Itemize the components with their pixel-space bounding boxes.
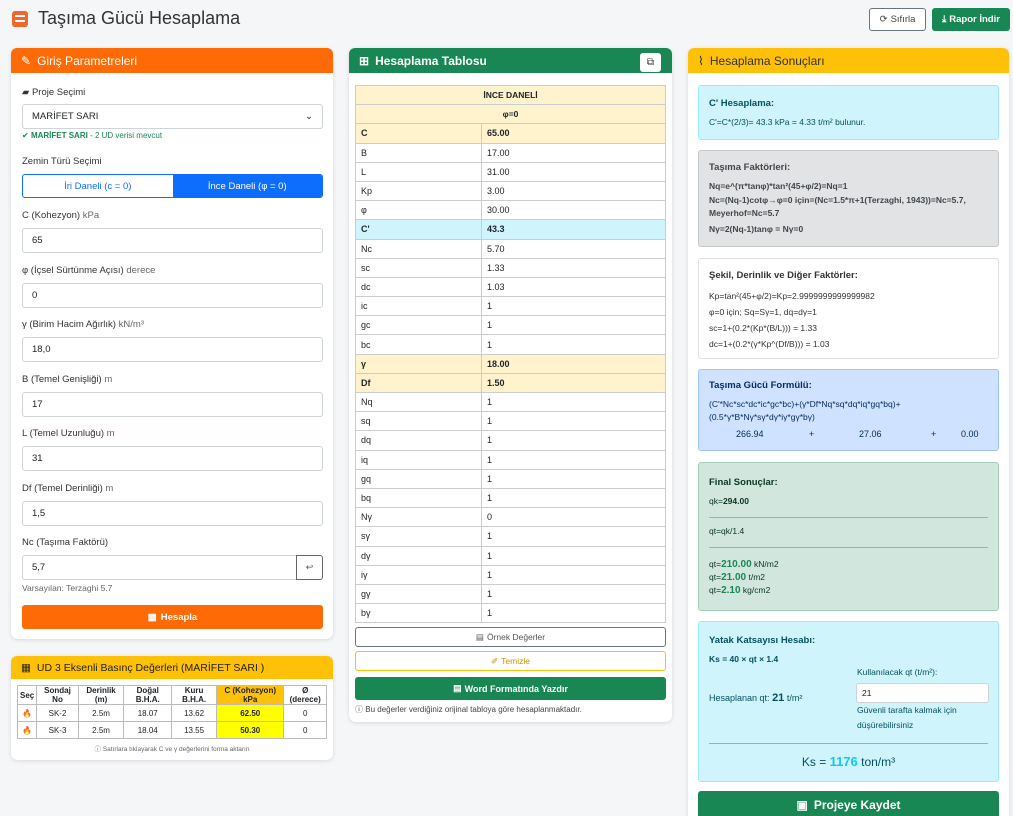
ud-card-header — [11, 656, 333, 679]
refresh-icon: ⟳ — [879, 14, 888, 25]
calc-key: sq — [356, 412, 482, 431]
project-select[interactable]: MARİFET SARI ⌄ — [22, 104, 323, 129]
final-results-box: Final Sonuçlar: qk=294.00 qt=qk/1.4 qt=210.00 kN/m2 qt=21.00 t/m2 qt=2.10 kg/cm2 — [698, 462, 999, 611]
calc-key: gq — [356, 469, 482, 488]
calc-row — [356, 143, 666, 162]
calc-key: sγ — [356, 527, 482, 546]
calc-key: iq — [356, 450, 482, 469]
calc-row — [356, 354, 666, 373]
calc-value: 1.33 — [482, 258, 666, 277]
reset-button[interactable]: ⟳ Sıfırla — [869, 8, 926, 31]
l-input[interactable]: 31 — [22, 446, 323, 471]
nc-label: Nc (Taşıma Faktörü) — [22, 537, 109, 548]
calc-key: Nγ — [356, 508, 482, 527]
calc-key: bq — [356, 488, 482, 507]
document-icon: ▤ — [453, 683, 462, 693]
pencil-icon: ✎ — [21, 53, 32, 68]
calc-row — [356, 393, 666, 412]
calc-value: 1 — [482, 584, 666, 603]
calc-key: bγ — [356, 604, 482, 623]
phi-input[interactable]: 0 — [22, 283, 323, 308]
ud-table-header: Seç Sondaj No Derinlik (m) Doğal B.H.A. Kuru B.H.A. C (Kohezyon) kPa Ø (derece) — [18, 686, 327, 705]
calc-table-body — [356, 124, 666, 623]
calc-value: 31.00 — [482, 162, 666, 181]
results-card-title: Hesaplama Sonuçları — [709, 53, 825, 68]
table-card — [349, 48, 672, 722]
chart-icon: ⌇ — [698, 53, 704, 68]
qt-line-3: qt=2.10 kg/cm2 — [709, 585, 771, 596]
soil-option-coarse[interactable]: İri Daneli (c = 0) — [64, 180, 132, 192]
shape-factors-box: Şekil, Derinlik ve Diğer Faktörler: Kp=tan²(45+φ/2)=Kp=2.9999999999999982 φ=0 için; Sq=Sγ=1, dq=dγ=1 sc=1+(0.2*(Kp*(B/L))) = 1.33 dc=1+(0.2*(γ*Kp^(Df/B))) = 1.03 — [698, 258, 999, 359]
ud-table-row[interactable]: 🔥 SK-3 2.5m 18.04 13.55 50.30 0 — [18, 722, 327, 739]
qk-line: qk=294.00 — [709, 496, 749, 506]
calc-row — [356, 297, 666, 316]
nc-reset-button[interactable] — [296, 555, 323, 580]
calc-head-1: İNCE DANELİ — [356, 86, 666, 105]
calc-value: 65.00 — [482, 124, 666, 143]
calc-table — [355, 85, 666, 623]
b-label: B (Temel Genişliği) m — [22, 374, 113, 385]
calc-key: bc — [356, 335, 482, 354]
info-icon: ⓘ — [355, 705, 363, 714]
select-fire-icon[interactable]: 🔥 — [18, 722, 37, 739]
calc-key: C — [356, 124, 482, 143]
calc-key: L — [356, 162, 482, 181]
undo-icon: ↩ — [305, 562, 314, 572]
info-icon: ⓘ — [94, 746, 101, 753]
calc-key: Kp — [356, 181, 482, 200]
results-card-header — [688, 48, 1009, 73]
c-prime-box: C' Hesaplama: C'=C*(2/3)= 43.3 kPa = 4.33 t/m² bulunur. — [698, 85, 999, 140]
calc-value: 0 — [482, 508, 666, 527]
ud-table-row[interactable]: 🔥 SK-2 2.5m 18.07 13.62 62.50 0 — [18, 705, 327, 722]
calc-key: Nq — [356, 393, 482, 412]
broom-icon: ✐ — [491, 655, 499, 666]
gamma-input[interactable]: 18,0 — [22, 337, 323, 362]
calc-row — [356, 431, 666, 450]
calc-value: 1 — [482, 488, 666, 507]
calc-value: 1 — [482, 297, 666, 316]
calc-value: 3.00 — [482, 181, 666, 200]
calc-value: 18.00 — [482, 354, 666, 373]
save-icon: ▣ — [796, 798, 808, 812]
b-input[interactable]: 17 — [22, 392, 323, 417]
calc-row — [356, 412, 666, 431]
calc-value: 1 — [482, 450, 666, 469]
example-values-button[interactable]: ▤ Örnek Değerler — [355, 627, 666, 647]
ks-result: Ks = 1176 ton/m³ — [801, 754, 896, 769]
calc-value: 43.3 — [482, 220, 666, 239]
formula-values: 266.94 + 27.06 + 0.00 — [736, 429, 979, 439]
calc-key: φ — [356, 201, 482, 220]
table-card-header — [349, 48, 672, 73]
calc-value: 1 — [482, 393, 666, 412]
l-label: L (Temel Uzunluğu) m — [22, 428, 115, 439]
calc-key: γ — [356, 354, 482, 373]
file-icon: ▤ — [475, 631, 484, 642]
ud-table — [17, 685, 327, 739]
calculator-icon — [12, 11, 28, 27]
qt-line-2: qt=21.00 t/m2 — [709, 572, 765, 583]
calc-key: ic — [356, 297, 482, 316]
calc-row — [356, 508, 666, 527]
calc-value: 1 — [482, 469, 666, 488]
calc-row — [356, 258, 666, 277]
c-label: C (Kohezyon) kPa — [22, 210, 100, 221]
input-card — [11, 48, 333, 639]
calc-key: dγ — [356, 546, 482, 565]
page-title: Taşıma Gücü Hesaplama — [38, 8, 241, 28]
calc-row — [356, 450, 666, 469]
ud-card-title: UD 3 Eksenli Basınç Değerleri (MARİFET SARI ) — [36, 661, 265, 674]
df-label: Df (Temel Derinliği) m — [22, 483, 114, 494]
table-card-title: Hesaplama Tablosu — [375, 53, 487, 68]
calc-value: 1 — [482, 335, 666, 354]
calc-key: gc — [356, 316, 482, 335]
calc-row — [356, 373, 666, 392]
ks-calc-qt: Hesaplanan qt: 21 t/m² — [709, 692, 803, 704]
calc-value: 1 — [482, 546, 666, 565]
calc-head-2: φ=0 — [356, 105, 666, 124]
clear-button[interactable]: ✐ Temizle — [355, 651, 666, 671]
calc-row — [356, 124, 666, 143]
calc-row — [356, 181, 666, 200]
nc-input[interactable]: 5,7 — [22, 555, 297, 580]
table-icon: ▦ — [21, 661, 31, 674]
calc-row — [356, 335, 666, 354]
grid-icon: ⊞ — [359, 53, 370, 68]
calc-value: 1 — [482, 527, 666, 546]
calc-row — [356, 277, 666, 296]
ud-note: ⓘ Satırlara tıklayarak C ve γ değerlerini forma aktarın — [94, 746, 250, 753]
calc-row — [356, 239, 666, 258]
calculator-small-icon: ▦ — [147, 611, 157, 623]
calc-row — [356, 565, 666, 584]
calc-value: 1.50 — [482, 373, 666, 392]
calc-row — [356, 546, 666, 565]
download-report-button[interactable]: ⤓ Rapor İndir — [932, 8, 1010, 31]
calc-row — [356, 604, 666, 623]
calc-row — [356, 316, 666, 335]
soil-toggle — [22, 174, 323, 198]
folder-icon: ▰ — [22, 87, 30, 98]
calc-row — [356, 469, 666, 488]
calc-row — [356, 201, 666, 220]
ks-use-label: Kullanılacak qt (t/m²): — [857, 667, 938, 677]
calc-row — [356, 527, 666, 546]
calc-value: 1 — [482, 604, 666, 623]
check-circle-icon: ✔ — [22, 131, 29, 140]
ks-hint: Güvenli tarafta kalmak için düşürebilirsiniz — [857, 705, 957, 730]
calc-key: dc — [356, 277, 482, 296]
copy-icon: ⧉ — [646, 57, 655, 68]
calc-key: gγ — [356, 584, 482, 603]
gamma-label: γ (Birim Hacim Ağırlık) kN/m³ — [22, 319, 144, 330]
input-card-header — [11, 48, 333, 73]
calc-value: 5.70 — [482, 239, 666, 258]
nc-default-note: Varsayılan: Terzaghi 5.7 — [22, 583, 113, 593]
c-input[interactable]: 65 — [22, 228, 323, 253]
soil-label: Zemin Türü Seçimi — [22, 156, 102, 167]
project-note: ✔ MARİFET SARI - 2 UD verisi mevcut — [22, 131, 163, 140]
copy-button[interactable] — [640, 53, 661, 72]
phi-label: φ (İçsel Sürtünme Açısı) derece — [22, 265, 156, 276]
calc-row — [356, 162, 666, 181]
table-note: ⓘ Bu değerler verdiğiniz orijinal tabloya göre hesaplanmaktadır. — [355, 705, 582, 714]
calc-key: B — [356, 143, 482, 162]
df-input[interactable]: 1,5 — [22, 501, 323, 526]
calc-key: Df — [356, 373, 482, 392]
word-print-button[interactable]: ▤ Word Formatında Yazdır — [355, 677, 666, 700]
calc-key: sc — [356, 258, 482, 277]
ud-card — [11, 656, 333, 760]
calc-value: 30.00 — [482, 201, 666, 220]
project-label: ▰ Proje Seçimi — [22, 87, 86, 98]
factors-box: Taşıma Faktörleri: Nq=e^(π*tanφ)*tan²(45+φ/2)=Nq=1 Nc=(Nq-1)cotφ→φ=0 için=(Nc=1.5*π+1(Terzaghi, 1943))=Nc=5.7, Meyerhof=Nc=5.7 Nγ=2(Nq-1)tanφ = Nγ=0 — [698, 150, 999, 247]
calc-value: 1 — [482, 412, 666, 431]
calc-value: 1 — [482, 565, 666, 584]
save-project-button[interactable]: ▣ Projeye Kaydet — [698, 791, 999, 816]
qt-line-1: qt=210.00 kN/m2 — [709, 559, 779, 570]
calc-value: 1 — [482, 316, 666, 335]
calculate-button[interactable]: ▦ Hesapla — [22, 605, 323, 629]
chevron-down-icon: ⌄ — [305, 111, 313, 122]
select-fire-icon[interactable]: 🔥 — [18, 705, 37, 722]
calc-key: C' — [356, 220, 482, 239]
calc-value: 17.00 — [482, 143, 666, 162]
calc-value: 1 — [482, 431, 666, 450]
calc-row — [356, 488, 666, 507]
calc-key: dq — [356, 431, 482, 450]
input-card-title: Giriş Parametreleri — [37, 53, 138, 68]
soil-option-fine[interactable]: İnce Daneli (φ = 0) — [173, 175, 323, 197]
calc-row — [356, 220, 666, 239]
ks-box: Yatak Katsayısı Hesabı: Ks = 40 × qt × 1.4 Kullanılacak qt (t/m²): 21 Güvenli tarafta kalmak için düşürebilirsiniz Hesaplanan qt: 21 t/m² Ks = 1176 ton/m³ — [698, 621, 999, 782]
calc-value: 1.03 — [482, 277, 666, 296]
ks-qt-input[interactable]: 21 — [856, 683, 989, 703]
calc-row — [356, 584, 666, 603]
calc-key: Nc — [356, 239, 482, 258]
calc-key: iγ — [356, 565, 482, 584]
formula-box: Taşıma Gücü Formülü: (C'*Nc*sc*dc*ic*gc*bc)+(γ*Df*Nq*sq*dq*iq*gq*bq)+(0.5*γ*B*Nγ*sγ*dγ*iγ*gγ*bγ) 266.94 + 27.06 + 0.00 — [698, 369, 999, 451]
download-icon: ⤓ — [942, 14, 947, 25]
